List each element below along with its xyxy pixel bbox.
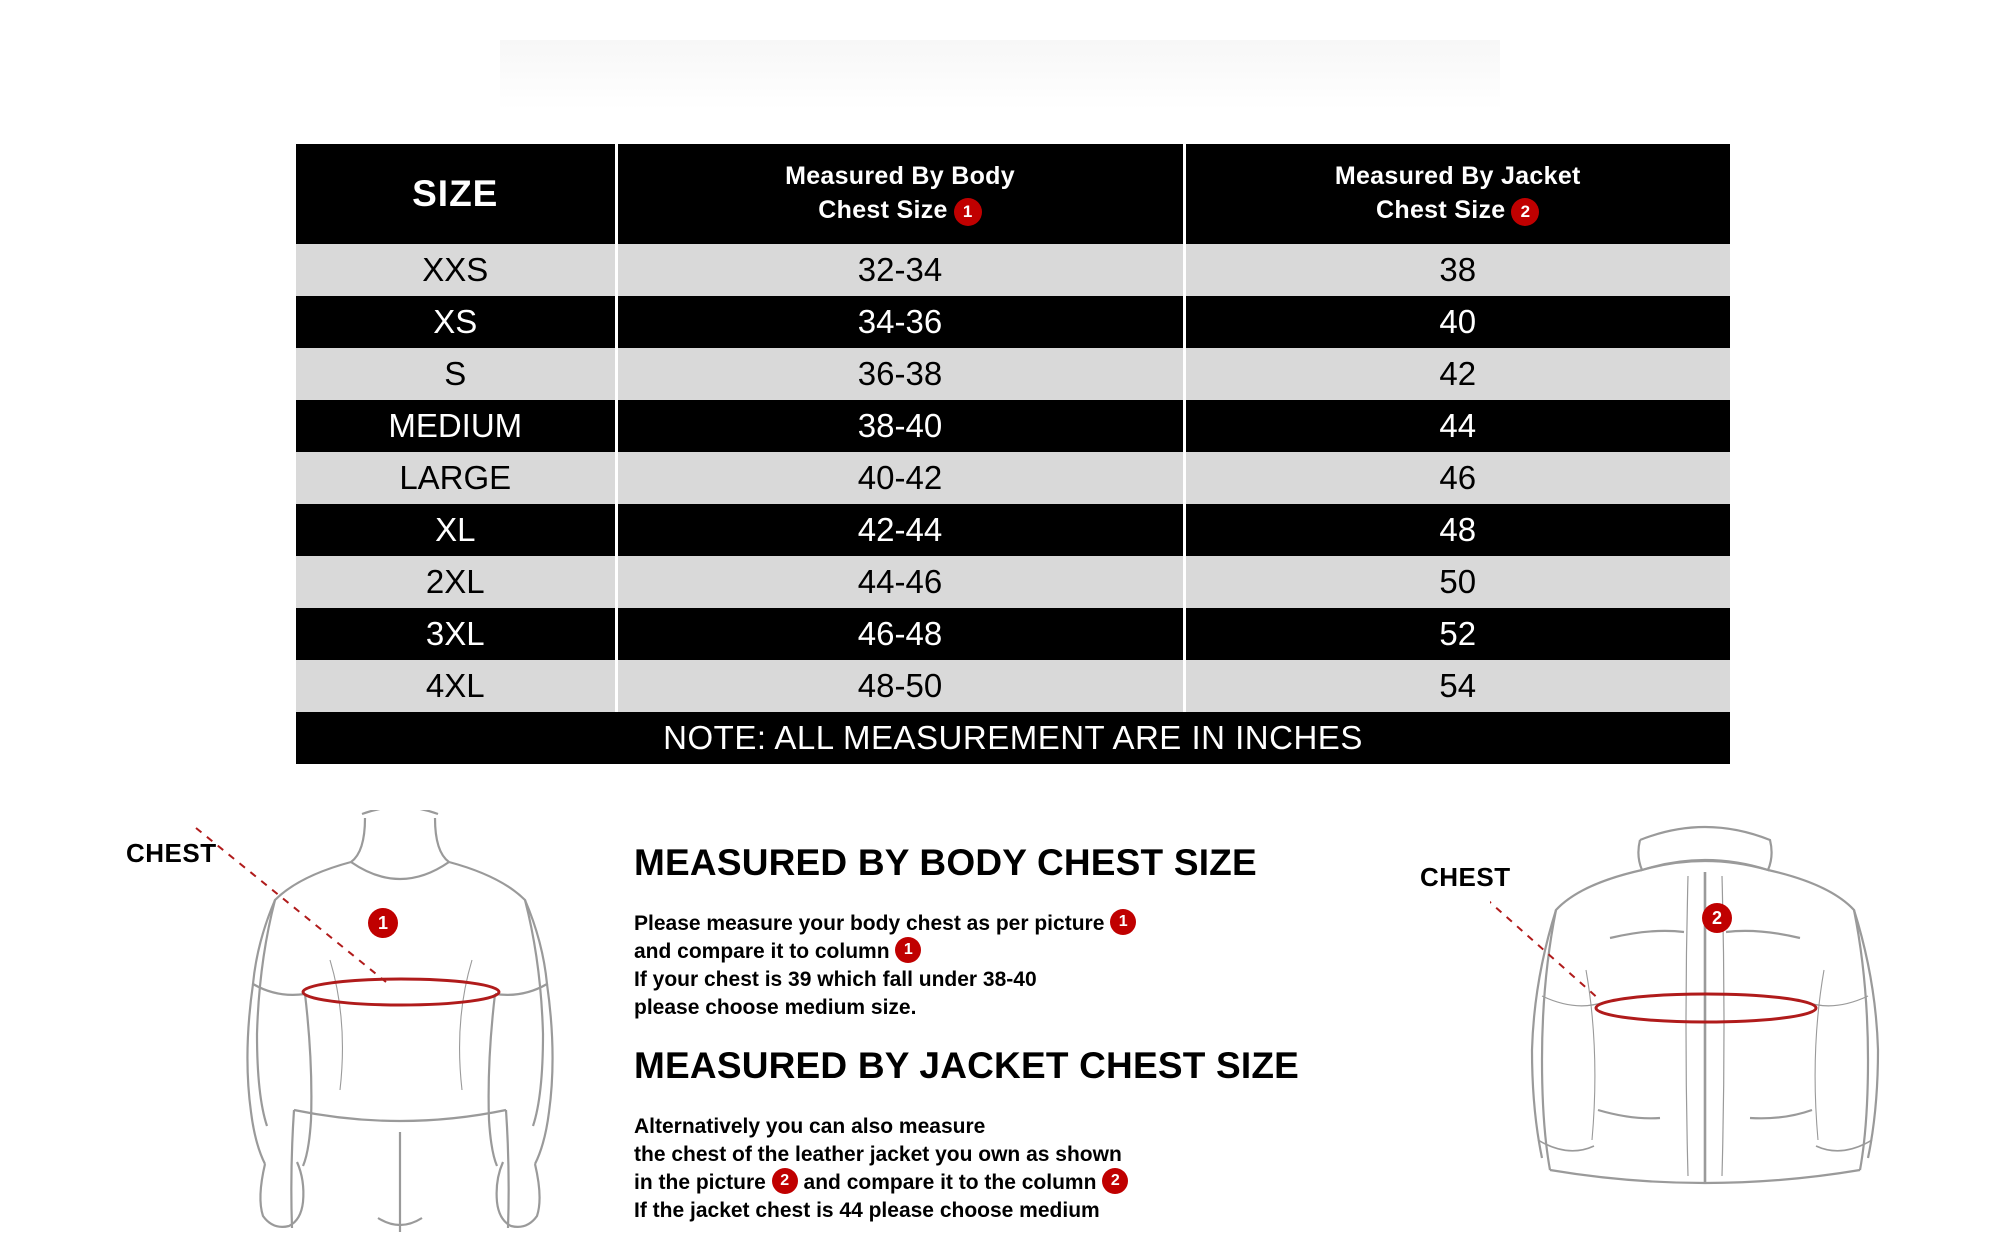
cell-size: S (296, 348, 616, 400)
jacket-line3b: and compare it to the column (803, 1171, 1097, 1194)
table-row (296, 348, 1730, 400)
column-header-size: SIZE (296, 144, 616, 244)
badge-2-icon-inline-2: 2 (1102, 1168, 1128, 1194)
column-header-body-line2: Chest Size (818, 196, 948, 224)
cell-jacket-chest: 44 (1184, 400, 1730, 452)
cell-body-chest: 46-48 (616, 608, 1184, 660)
body-chest-illustration (190, 810, 610, 1240)
body-line3: If your chest is 39 which fall under 38-40 (634, 968, 1037, 991)
cell-size: 2XL (296, 556, 616, 608)
instructions-section (0, 800, 2000, 1237)
badge-1-icon: 1 (954, 198, 982, 226)
heading-measured-by-body: MEASURED BY BODY CHEST SIZE (634, 842, 1257, 883)
column-header-body-line1: Measured By Body (785, 162, 1015, 191)
table-row (296, 608, 1730, 660)
body-line4: please choose medium size. (634, 996, 917, 1019)
cell-jacket-chest: 42 (1184, 348, 1730, 400)
cell-size: XL (296, 504, 616, 556)
jacket-chest-illustration (1490, 810, 1920, 1240)
top-background-fade (500, 40, 1500, 110)
table-row (296, 660, 1730, 712)
table-note-row (296, 712, 1730, 764)
cell-body-chest: 44-46 (616, 556, 1184, 608)
table-row (296, 244, 1730, 296)
badge-1-icon-tshirt: 1 (368, 908, 398, 938)
column-header-jacket-line2: Chest Size (1376, 196, 1506, 224)
badge-1-icon-inline-2: 1 (895, 937, 921, 963)
table-row (296, 452, 1730, 504)
cell-size: LARGE (296, 452, 616, 504)
table-row (296, 400, 1730, 452)
cell-jacket-chest: 48 (1184, 504, 1730, 556)
jacket-line1: Alternatively you can also measure (634, 1115, 986, 1138)
jacket-line2: the chest of the leather jacket you own as shown (634, 1143, 1122, 1166)
cell-jacket-chest: 40 (1184, 296, 1730, 348)
column-header-jacket-line1: Measured By Jacket (1334, 162, 1581, 191)
badge-2-icon-inline: 2 (772, 1168, 798, 1194)
measurement-note: NOTE: ALL MEASUREMENT ARE IN INCHES (296, 712, 1730, 764)
column-header-jacket-chest (1184, 144, 1730, 244)
body-instructions-text (634, 910, 1136, 1022)
table-row (296, 296, 1730, 348)
column-header-body-chest (616, 144, 1184, 244)
cell-body-chest: 48-50 (616, 660, 1184, 712)
cell-jacket-chest: 52 (1184, 608, 1730, 660)
chest-label-right: CHEST (1420, 862, 1511, 892)
jacket-instructions-text (634, 1113, 1128, 1225)
cell-size: XXS (296, 244, 616, 296)
body-line1: Please measure your body chest as per picture (634, 912, 1105, 935)
table-row (296, 504, 1730, 556)
cell-jacket-chest: 38 (1184, 244, 1730, 296)
body-line2: and compare it to column (634, 940, 890, 963)
cell-size: 3XL (296, 608, 616, 660)
cell-size: MEDIUM (296, 400, 616, 452)
cell-body-chest: 32-34 (616, 244, 1184, 296)
cell-size: 4XL (296, 660, 616, 712)
cell-jacket-chest: 50 (1184, 556, 1730, 608)
chest-label-left: CHEST (126, 838, 217, 868)
table-row (296, 556, 1730, 608)
cell-jacket-chest: 46 (1184, 452, 1730, 504)
cell-body-chest: 36-38 (616, 348, 1184, 400)
cell-size: XS (296, 296, 616, 348)
badge-2-icon-jacket: 2 (1702, 903, 1732, 933)
table-header-row (296, 144, 1730, 244)
cell-body-chest: 40-42 (616, 452, 1184, 504)
cell-jacket-chest: 54 (1184, 660, 1730, 712)
badge-2-icon: 2 (1511, 198, 1539, 226)
heading-measured-by-jacket: MEASURED BY JACKET CHEST SIZE (634, 1045, 1300, 1086)
badge-1-icon-inline: 1 (1110, 909, 1136, 935)
size-chart-table (296, 144, 1730, 764)
jacket-line3a: in the picture (634, 1171, 766, 1194)
cell-body-chest: 34-36 (616, 296, 1184, 348)
cell-body-chest: 38-40 (616, 400, 1184, 452)
cell-body-chest: 42-44 (616, 504, 1184, 556)
jacket-line4: If the jacket chest is 44 please choose medium (634, 1199, 1100, 1222)
